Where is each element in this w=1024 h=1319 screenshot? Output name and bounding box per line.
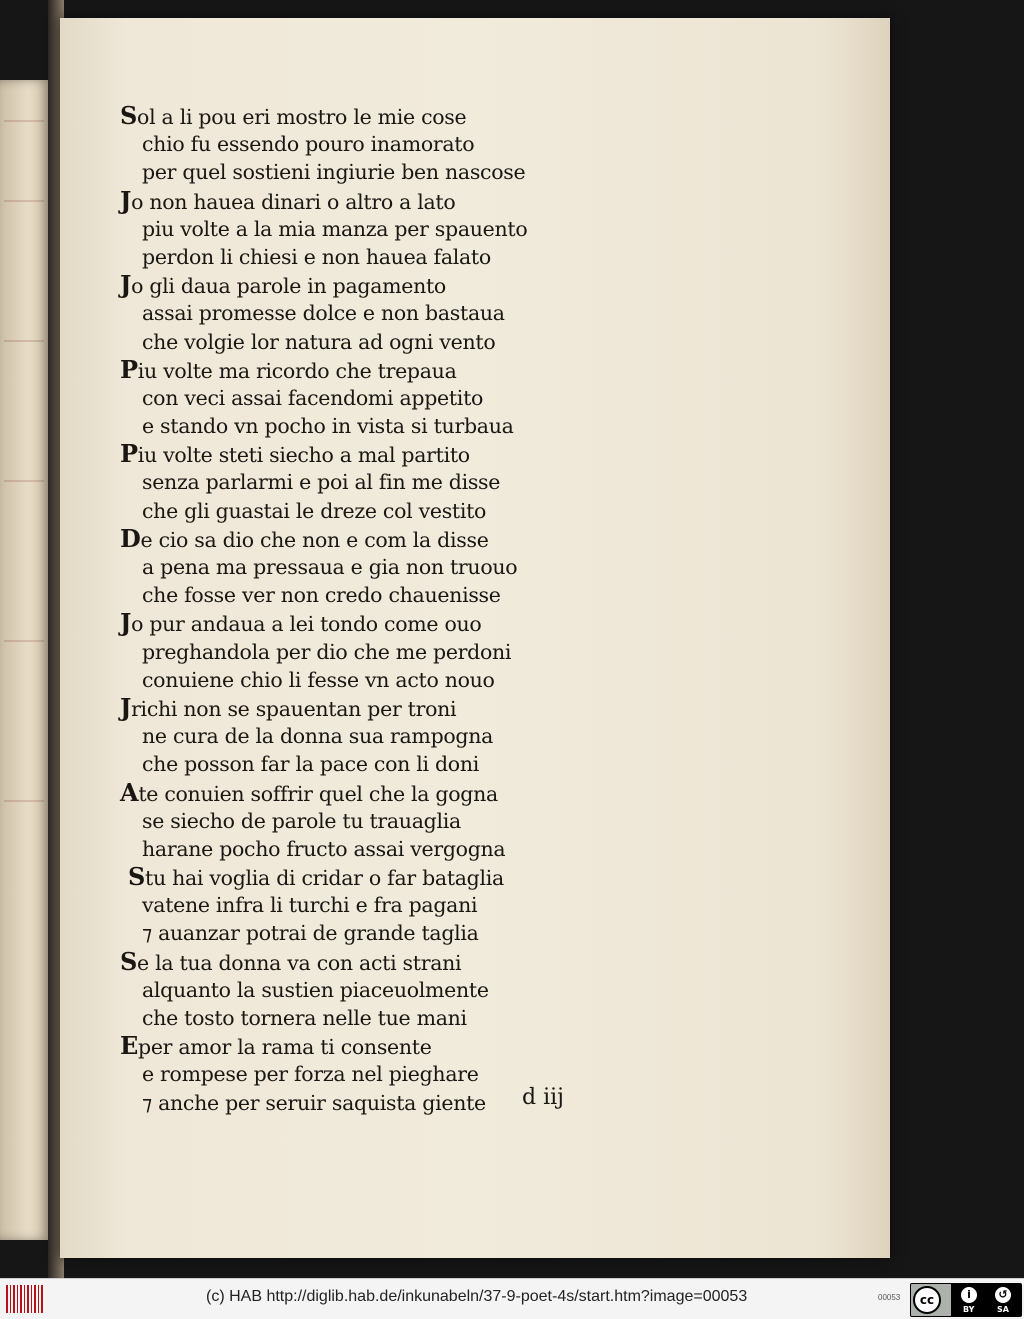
verse-line: vatene infra li turchi e fra pagani xyxy=(142,893,478,918)
verse-line: con veci assai facendomi appetito xyxy=(142,385,484,410)
verse-line: ne cura de la donna sua rampogna xyxy=(142,724,494,749)
attribution-icon: i xyxy=(961,1287,977,1303)
verse-block xyxy=(120,102,640,1117)
license-terms xyxy=(951,1284,1021,1316)
verse-line: che gli guastai le dreze col vestito xyxy=(142,498,487,523)
cc-icon: cc xyxy=(913,1286,941,1314)
verse-line: Sol a li pou eri mostro le mie cose xyxy=(120,101,467,130)
verse-line: senza parlarmi e poi al fin me disse xyxy=(142,470,501,495)
verse-line: conuiene chio li fesse vn acto nouo xyxy=(142,667,495,692)
signature-mark: d iij xyxy=(522,1085,564,1110)
verse-line: assai promesse dolce e non bastaua xyxy=(142,301,505,326)
verse-line: e stando vn pocho in vista si turbaua xyxy=(142,414,514,439)
verse-line: Piu volte ma ricordo che trepaua xyxy=(120,354,457,384)
footer-credit-link[interactable]: (c) HAB http://diglib.hab.de/inkunabeln/37-9-poet-4s/start.htm?image=00053 xyxy=(206,1288,748,1305)
verse-line: che fosse ver non credo chauenisse xyxy=(142,583,501,608)
verse-line: Jo pur andaua a lei tondo come ouo xyxy=(120,608,482,638)
library-logo xyxy=(6,1285,44,1313)
verse-line: Piu volte steti siecho a mal partito xyxy=(120,439,470,469)
verse-line: a pena ma pressaua e gia non truouo xyxy=(142,555,518,579)
verse-line: ⁊ anche per seruir saquista giente xyxy=(142,1090,486,1115)
verse-line: piu volte a la mia manza per spauento xyxy=(142,216,528,241)
verse-line: per quel sostieni ingiurie ben nascose xyxy=(142,160,526,185)
sa-label: SA xyxy=(997,1305,1009,1314)
footer-bar xyxy=(0,1278,1024,1319)
share-alike-icon: ↺ xyxy=(995,1287,1011,1303)
by-label: BY xyxy=(963,1305,975,1314)
cc-license-badge[interactable] xyxy=(910,1283,1022,1317)
verse-line: chio fu essendo pouro inamorato xyxy=(142,132,475,157)
verse-line: ⁊ auanzar potrai de grande taglia xyxy=(142,921,479,946)
verse-line: Jo gli daua parole in pagamento xyxy=(120,270,446,300)
previous-page-edge xyxy=(0,80,50,1240)
verse-line: Stu hai voglia di cridar o far bataglia xyxy=(128,862,504,892)
verse-line: perdon li chiesi e non hauea falato xyxy=(142,244,491,269)
verse-line: harane pocho fructo assai vergogna xyxy=(142,836,506,861)
verse-line: Ate conuien soffrir quel che la gogna xyxy=(120,777,498,807)
verse-line: che posson far la pace con li doni xyxy=(142,752,479,777)
verse-line: Eper amor la rama ti consente xyxy=(120,1031,432,1061)
verse-line: Se la tua donna va con acti strani xyxy=(120,946,462,976)
verse-line: De cio sa dio che non e com la disse xyxy=(120,523,489,553)
verse-line: Jo non hauea dinari o altro a lato xyxy=(120,185,456,215)
verse-line: che tosto tornera nelle tue mani xyxy=(142,1006,467,1030)
page-code: 00053 xyxy=(878,1293,901,1302)
verse-line: che volgie lor natura ad ogni vento xyxy=(142,329,496,354)
book-page xyxy=(60,18,890,1258)
verse-line: Jrichi non se spauentan per troni xyxy=(120,692,457,722)
verse-line: e rompese per forza nel pieghare xyxy=(142,1062,479,1087)
verse-line: alquanto la sustien piaceuolmente xyxy=(142,977,489,1002)
verse-line: preghandola per dio che me perdoni xyxy=(142,639,512,664)
verse-line: se siecho de parole tu trauaglia xyxy=(142,808,461,833)
